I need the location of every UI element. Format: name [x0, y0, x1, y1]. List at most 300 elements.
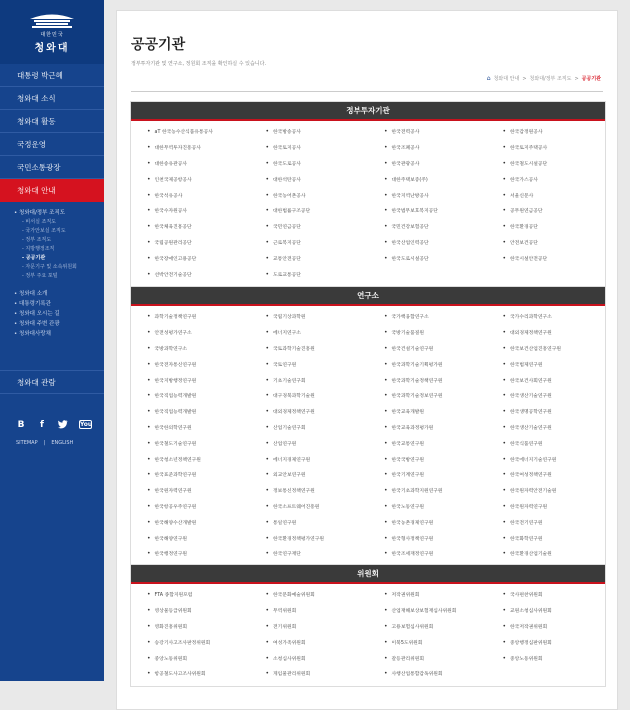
sub-nav-item[interactable]: - 국가안보실 조직도	[22, 228, 66, 234]
org-link[interactable]	[368, 356, 487, 372]
org-name: 한국원자력연구원	[154, 489, 192, 495]
org-name: 국토연구원	[273, 362, 297, 368]
bullet-icon: •	[502, 191, 507, 199]
sub-nav-item[interactable]: - 정부 주요 포털	[22, 273, 58, 279]
org-name: 한국원자력안전기술원	[510, 489, 557, 495]
youtube-icon[interactable]: You	[80, 421, 93, 428]
org-link[interactable]	[250, 325, 369, 341]
org-name: 한국한의학연구원	[154, 425, 192, 431]
bullet-icon: •	[265, 550, 270, 558]
org-link[interactable]	[368, 372, 487, 388]
org-name: 한국농어촌공사	[273, 193, 306, 199]
nav-guide[interactable]: 청와대 안내	[0, 179, 104, 202]
org-link[interactable]	[250, 341, 369, 357]
org-link[interactable]	[131, 499, 250, 515]
org-link[interactable]	[131, 404, 250, 420]
org-link[interactable]	[250, 435, 369, 451]
org-link[interactable]	[131, 356, 250, 372]
org-name: 한국감정원공사	[510, 130, 543, 136]
org-name: 한국형사정책연구원	[391, 536, 434, 542]
org-link[interactable]	[368, 187, 487, 203]
org-link[interactable]	[131, 619, 250, 635]
bullet-icon: •	[265, 270, 270, 278]
org-name: FTA 종합지원포럼	[154, 593, 193, 599]
org-name: 대구경북과학기술원	[273, 394, 315, 400]
bullet-icon: •	[147, 607, 151, 615]
org-link[interactable]	[368, 483, 487, 499]
org-name: 한국기계연구원	[391, 473, 424, 479]
org-link[interactable]	[131, 235, 250, 251]
org-name: 국립기상과학원	[273, 315, 306, 321]
org-link[interactable]	[487, 619, 606, 635]
sub-nav-more[interactable]: • 청와대 오시는 길	[14, 311, 60, 317]
org-link[interactable]	[368, 140, 487, 156]
org-name: 산업연구원	[273, 441, 297, 447]
bullet-icon: •	[502, 638, 507, 646]
org-name: 한국수자원공사	[154, 209, 187, 215]
org-name: 한국직업능력개발원	[154, 410, 197, 416]
org-name: 이북5도위원회	[391, 640, 423, 646]
bullet-icon: •	[384, 439, 388, 447]
bullet-icon: •	[384, 392, 388, 400]
bullet-icon: •	[265, 502, 270, 510]
org-name: 한국식품연구원	[510, 441, 543, 447]
org-link[interactable]	[487, 124, 606, 140]
org-name: 저작권위원회	[391, 593, 420, 599]
org-link[interactable]	[487, 325, 606, 341]
org-link[interactable]	[368, 341, 487, 357]
org-name: 소청심사위원회	[273, 656, 306, 662]
bullet-icon: •	[502, 502, 507, 510]
bullet-icon: •	[265, 191, 270, 199]
org-link[interactable]	[131, 372, 250, 388]
bullet-icon: •	[147, 238, 151, 246]
org-link[interactable]	[250, 156, 369, 172]
org-link[interactable]	[250, 666, 369, 682]
org-link[interactable]	[368, 514, 487, 530]
org-name: 한국교육개발원	[391, 410, 424, 416]
org-link[interactable]	[487, 203, 606, 219]
bullet-icon: •	[265, 439, 270, 447]
org-link[interactable]	[368, 451, 487, 467]
sub-nav-more[interactable]: • 청와대 주변 관광	[14, 321, 60, 327]
org-name: 외교안보연구원	[273, 473, 306, 479]
bullet-icon: •	[147, 423, 151, 431]
org-link[interactable]	[368, 603, 487, 619]
sitemap-link[interactable]: SITEMAP	[16, 440, 38, 446]
org-name: 대외경제정책연구원	[273, 410, 315, 416]
bullet-icon: •	[265, 638, 270, 646]
bullet-icon: •	[384, 423, 388, 431]
bullet-icon: •	[147, 591, 151, 599]
org-name: 근로복지공단	[273, 240, 301, 246]
bullet-icon: •	[384, 128, 388, 136]
org-name: 국가수리과학연구소	[510, 315, 552, 321]
english-link[interactable]: ENGLISH	[51, 440, 74, 446]
breadcrumb-separator: >	[522, 75, 527, 82]
org-link[interactable]	[487, 530, 606, 546]
bullet-icon: •	[502, 591, 507, 599]
org-name: 무역위원회	[273, 609, 297, 615]
org-name: 한국해양수산개발원	[154, 520, 197, 526]
org-link[interactable]	[131, 388, 250, 404]
bullet-icon: •	[502, 622, 507, 630]
org-link[interactable]	[250, 203, 369, 219]
org-link[interactable]	[368, 530, 487, 546]
bullet-icon: •	[502, 344, 507, 352]
org-link[interactable]	[250, 514, 369, 530]
org-name: 전기위원회	[273, 624, 297, 630]
org-link[interactable]	[487, 219, 606, 235]
org-link[interactable]	[487, 499, 606, 515]
org-link[interactable]	[368, 619, 487, 635]
org-name: 한국건설기술연구원	[391, 346, 434, 352]
bullet-icon: •	[502, 175, 507, 183]
org-link[interactable]	[368, 420, 487, 436]
bullet-icon: •	[265, 254, 270, 262]
nav-governance[interactable]: 국정운영	[0, 133, 104, 156]
bullet-icon: •	[384, 591, 388, 599]
org-name: 한국지역난방공사	[391, 193, 429, 199]
org-link[interactable]	[487, 546, 606, 562]
sub-nav-more[interactable]: • 대통령기록관	[14, 301, 51, 307]
org-link[interactable]	[250, 530, 369, 546]
org-link[interactable]	[487, 467, 606, 483]
org-name: aT 한국농수산식품유통공사	[154, 130, 213, 136]
org-link[interactable]	[368, 156, 487, 172]
bullet-icon: •	[384, 329, 388, 337]
bullet-icon: •	[384, 360, 388, 368]
bullet-icon: •	[147, 270, 151, 278]
org-link[interactable]	[368, 203, 487, 219]
org-link[interactable]	[131, 171, 250, 187]
org-name: 영화진흥위원회	[154, 624, 187, 630]
org-link[interactable]	[131, 325, 250, 341]
org-name: 한국전자통신연구원	[154, 362, 197, 368]
nav-activities[interactable]: 청와대 활동	[0, 110, 104, 133]
sub-nav-item[interactable]: - 자문기구 및 소속위원회	[22, 264, 77, 270]
bullet-icon: •	[265, 471, 270, 479]
sub-nav-head[interactable]: • 청와대/정부 조직도	[14, 210, 66, 216]
sub-nav-item-current[interactable]: - 공공기관	[22, 255, 46, 261]
org-name: 한국과학기술정보연구원	[391, 394, 443, 400]
bullet-icon: •	[384, 313, 388, 321]
facebook-icon[interactable]: f	[40, 420, 44, 430]
org-link[interactable]	[131, 634, 250, 650]
org-link[interactable]	[131, 420, 250, 436]
org-link[interactable]	[131, 156, 250, 172]
org-name: 한국전기연구원	[510, 520, 543, 526]
org-name: 대한무역투자진흥공사	[154, 146, 201, 152]
org-name: 과학기술정책연구원	[154, 315, 197, 321]
blue-house-emblem-icon	[26, 10, 78, 30]
bullet-icon: •	[502, 408, 507, 416]
bullet-icon: •	[147, 344, 151, 352]
org-name: 국토과학기술진흥원	[273, 346, 315, 352]
sidebar	[0, 0, 104, 681]
org-link[interactable]	[250, 619, 369, 635]
org-name: 한국관광공사	[391, 161, 420, 167]
org-link[interactable]	[250, 356, 369, 372]
nav-communication[interactable]: 국민소통광장	[0, 156, 104, 179]
org-link[interactable]	[250, 603, 369, 619]
org-name: 한국법제연구원	[510, 362, 543, 368]
org-link[interactable]	[250, 546, 369, 562]
bullet-icon: •	[384, 622, 388, 630]
org-name: 안전보건공단	[510, 240, 538, 246]
breadcrumb-separator: >	[574, 75, 579, 82]
sub-nav-item[interactable]: - 비서실 조직도	[22, 219, 56, 225]
org-name: 고용보험심사위원회	[391, 624, 434, 630]
org-link[interactable]	[250, 499, 369, 515]
org-link[interactable]	[487, 435, 606, 451]
org-link[interactable]	[131, 650, 250, 666]
bullet-icon: •	[147, 207, 151, 215]
org-link[interactable]	[131, 203, 250, 219]
org-link[interactable]	[487, 650, 606, 666]
org-name: 한국방송공사	[273, 130, 301, 136]
org-link[interactable]	[250, 451, 369, 467]
bullet-icon: •	[147, 144, 151, 152]
org-name: 도로교통공단	[273, 272, 301, 278]
org-link[interactable]	[250, 420, 369, 436]
sub-nav-item[interactable]: - 정부 조직도	[22, 237, 52, 243]
content-card	[116, 10, 618, 710]
org-link[interactable]	[250, 587, 369, 603]
section-title: 위원회	[131, 565, 605, 584]
bullet-icon: •	[265, 238, 270, 246]
bullet-icon: •	[265, 128, 270, 136]
org-link[interactable]	[131, 451, 250, 467]
bullet-icon: •	[265, 144, 270, 152]
org-link[interactable]	[131, 483, 250, 499]
org-name: 공무원연금공단	[510, 209, 543, 215]
org-name: 안전성평가연구소	[154, 331, 192, 337]
org-link[interactable]	[250, 467, 369, 483]
sub-nav	[0, 202, 104, 345]
org-link[interactable]	[487, 514, 606, 530]
org-link[interactable]	[487, 250, 606, 266]
org-link[interactable]	[131, 140, 250, 156]
org-name: 교원소청심사위원회	[510, 609, 552, 615]
org-link[interactable]	[131, 266, 250, 282]
org-link[interactable]	[250, 187, 369, 203]
org-link[interactable]	[368, 171, 487, 187]
org-link[interactable]	[487, 187, 606, 203]
org-name: 한국생명공학연구원	[510, 410, 552, 416]
org-link[interactable]	[368, 587, 487, 603]
bullet-icon: •	[502, 223, 507, 231]
org-link[interactable]	[250, 309, 369, 325]
breadcrumb	[487, 75, 601, 82]
bullet-icon: •	[147, 313, 151, 321]
org-name: 산업재해보상보험재심사위원회	[391, 609, 457, 615]
bullet-icon: •	[502, 439, 507, 447]
org-link[interactable]	[131, 435, 250, 451]
org-name: 여성가족위원회	[273, 640, 306, 646]
org-link[interactable]	[368, 634, 487, 650]
org-name: 한국철도기술연구원	[154, 441, 197, 447]
org-link[interactable]	[368, 650, 487, 666]
org-link[interactable]	[487, 451, 606, 467]
org-name: 한국석유공사	[154, 193, 183, 199]
org-name: 한국보건사회연구원	[510, 378, 552, 384]
org-link[interactable]	[250, 171, 369, 187]
org-name: 갈등관리위원회	[391, 656, 424, 662]
org-link[interactable]	[131, 309, 250, 325]
breadcrumb-item[interactable]: 청와대/정부 조직도	[529, 76, 572, 82]
org-link[interactable]	[131, 666, 250, 682]
org-name: 한국행정연구원	[154, 552, 187, 558]
divider	[131, 91, 603, 92]
org-link[interactable]	[131, 219, 250, 235]
org-link[interactable]	[487, 634, 606, 650]
org-link[interactable]	[250, 388, 369, 404]
org-link[interactable]	[368, 666, 487, 682]
bullet-icon: •	[147, 439, 151, 447]
org-link[interactable]	[131, 530, 250, 546]
org-link[interactable]	[250, 124, 369, 140]
bullet-icon: •	[265, 607, 270, 615]
org-link[interactable]	[250, 404, 369, 420]
page-description: 정부투자기관 및 연구소, 정원회 조직을 확인하실 수 있습니다.	[131, 61, 267, 67]
org-name: 한국해양연구원	[154, 536, 187, 542]
org-link[interactable]	[368, 388, 487, 404]
org-link[interactable]	[250, 634, 369, 650]
org-link[interactable]	[368, 250, 487, 266]
org-name: 한국장애인고용공단	[154, 256, 197, 262]
blog-icon[interactable]: B	[17, 420, 25, 430]
org-name: 한국노동연구원	[391, 504, 424, 510]
org-name: 한국보건산업진흥연구원	[510, 346, 562, 352]
sub-nav-more[interactable]: • 청와대 소개	[14, 291, 48, 297]
org-link[interactable]	[131, 341, 250, 357]
org-link[interactable]	[250, 650, 369, 666]
org-link[interactable]	[368, 404, 487, 420]
bullet-icon: •	[384, 607, 388, 615]
org-link[interactable]	[487, 420, 606, 436]
org-name: 한국저작권위원회	[510, 624, 548, 630]
org-link[interactable]	[250, 266, 369, 282]
org-link[interactable]	[487, 603, 606, 619]
org-link[interactable]	[368, 546, 487, 562]
org-link[interactable]	[368, 235, 487, 251]
org-link[interactable]	[487, 341, 606, 357]
bullet-icon: •	[265, 159, 270, 167]
bullet-icon: •	[147, 670, 151, 678]
org-link[interactable]	[250, 140, 369, 156]
org-link[interactable]	[250, 250, 369, 266]
org-link[interactable]	[368, 219, 487, 235]
logo[interactable]	[0, 0, 104, 64]
org-link[interactable]	[487, 171, 606, 187]
org-link[interactable]	[487, 140, 606, 156]
org-link[interactable]	[487, 404, 606, 420]
org-link[interactable]	[131, 187, 250, 203]
org-link[interactable]	[250, 483, 369, 499]
breadcrumb-item[interactable]: 청와대 안내	[493, 76, 520, 82]
org-link[interactable]	[250, 235, 369, 251]
nav-tour[interactable]: 청와대 관람	[0, 371, 104, 394]
org-link[interactable]	[368, 124, 487, 140]
main-nav	[0, 64, 104, 202]
org-link[interactable]	[131, 514, 250, 530]
org-name: 한국도로시설공단	[391, 256, 429, 262]
org-name: 한국전력공사	[391, 130, 420, 136]
org-name: 한국항공우주연구원	[154, 504, 197, 510]
org-link[interactable]	[250, 372, 369, 388]
home-icon[interactable]: ⌂	[486, 75, 491, 82]
bullet-icon: •	[265, 313, 270, 321]
nav-president[interactable]: 대통령 박근혜	[0, 64, 104, 87]
org-link[interactable]	[368, 325, 487, 341]
org-name: 기초기술연구회	[273, 378, 306, 384]
org-name: 한국토지공사	[273, 146, 301, 152]
org-link[interactable]	[368, 467, 487, 483]
org-link[interactable]	[487, 587, 606, 603]
bullet-icon: •	[502, 423, 507, 431]
org-link[interactable]	[368, 499, 487, 515]
org-name: 대한송유관공사	[154, 161, 187, 167]
org-name: 한국환경공단	[510, 225, 538, 231]
nav-news[interactable]: 청와대 소식	[0, 87, 104, 110]
section-investment	[130, 101, 606, 287]
org-link[interactable]	[131, 467, 250, 483]
bullet-icon: •	[502, 392, 507, 400]
org-link[interactable]	[368, 435, 487, 451]
bullet-icon: •	[265, 591, 270, 599]
org-name: 한국국방연구원	[391, 457, 424, 463]
org-link[interactable]	[131, 124, 250, 140]
org-name: 항공철도사고조사위원회	[154, 672, 206, 678]
bullet-icon: •	[384, 159, 388, 167]
org-link[interactable]	[250, 219, 369, 235]
org-link[interactable]	[131, 546, 250, 562]
bullet-icon: •	[147, 254, 151, 262]
org-name: 한국교통연구원	[391, 441, 424, 447]
bullet-icon: •	[265, 622, 270, 630]
org-name: 한국도로공사	[273, 161, 301, 167]
org-link[interactable]	[487, 483, 606, 499]
org-link[interactable]	[487, 235, 606, 251]
bullet-icon: •	[384, 223, 388, 231]
org-name: 서울신문사	[510, 193, 534, 199]
sub-nav-more[interactable]: • 청와대사랑채	[14, 331, 51, 337]
org-link[interactable]	[131, 250, 250, 266]
bullet-icon: •	[147, 654, 151, 662]
org-link[interactable]	[131, 587, 250, 603]
org-link[interactable]	[487, 356, 606, 372]
bullet-icon: •	[502, 313, 507, 321]
org-link[interactable]	[487, 156, 606, 172]
sub-nav-item[interactable]: - 지방행정조직	[22, 246, 55, 252]
bullet-icon: •	[147, 471, 151, 479]
twitter-icon[interactable]	[58, 420, 68, 432]
bullet-icon: •	[147, 408, 151, 416]
org-name: 인천국제공항공사	[154, 177, 192, 183]
org-link[interactable]	[131, 603, 250, 619]
bullet-icon: •	[147, 455, 151, 463]
org-link[interactable]	[487, 388, 606, 404]
bullet-icon: •	[147, 191, 151, 199]
org-link[interactable]	[368, 309, 487, 325]
org-name: 한국생산기술연구원	[510, 425, 552, 431]
org-link[interactable]	[487, 372, 606, 388]
bullet-icon: •	[384, 144, 388, 152]
bullet-icon: •	[147, 175, 151, 183]
org-name: 중앙노동위원회	[510, 656, 543, 662]
org-link[interactable]	[487, 309, 606, 325]
